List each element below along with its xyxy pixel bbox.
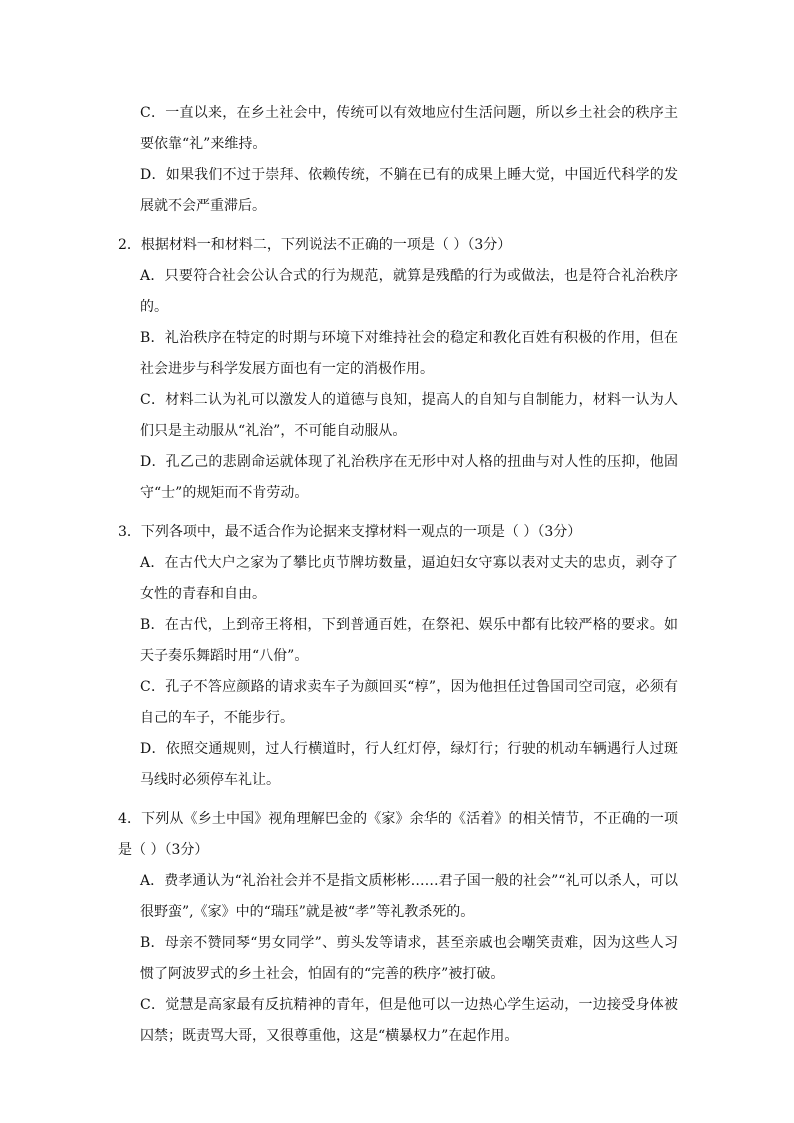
option-text: 礼治秩序在特定的时期与环境下对维持社会的稳定和教化百姓有积极的作用，但在社会进步与科学发展方面也有一定的消极作用。 [140, 330, 678, 377]
option-label: A． [140, 555, 165, 571]
question-3 [118, 517, 678, 796]
option-label: D． [140, 741, 166, 757]
question-4-stem: 4．下列从《乡土中国》视角理解巴金的《家》余华的《活着》的相关情节，不正确的一项是（ ）（3分） [118, 811, 678, 858]
option-text: 母亲不赞同琴“男女同学”、剪头发等请求，甚至亲戚也会嘲笑责难，因为这些人习惯了阿波罗式的乡土社会，怕固有的“完善的秩序”被打破。 [140, 935, 679, 982]
q4-option-c [118, 990, 678, 1052]
question-1-continued [118, 98, 678, 222]
option-text: 孔子不答应颜路的请求卖车子为颜回买“椁”，因为他担任过鲁国司空司寇，必须有自己的车子，不能步行。 [140, 679, 678, 726]
option-text: 只要符合社会公认合式的行为规范，就算是残酷的行为或做法，也是符合礼治秩序的。 [140, 268, 678, 315]
option-text: 费孝通认为“礼治社会并不是指文质彬彬……君子国一般的社会”“礼可以杀人，可以很野蛮”,《家》中的“瑞珏”就是被“孝”等礼教杀死的。 [140, 873, 678, 920]
q3-option-a [118, 548, 678, 610]
option-text: 依照交通规则，过人行横道时，行人红灯停，绿灯行；行驶的机动车辆遇行人过斑马线时必须停车礼让。 [140, 741, 678, 788]
page-content [118, 98, 678, 1060]
q3-option-d [118, 734, 678, 796]
option-text: 如果我们不过于崇拜、依赖传统，不躺在已有的成果上睡大觉，中国近代科学的发展就不会严重滞后。 [140, 167, 678, 214]
question-3-stem: 3．下列各项中，最不适合作为论据来支撑材料一观点的一项是（ ）（3分） [118, 524, 582, 540]
option-label: B． [140, 617, 165, 633]
q4-option-b [118, 928, 678, 990]
q3-option-c [118, 672, 678, 734]
option-label: C． [140, 105, 166, 121]
question-2-stem: 2．根据材料一和材料二，下列说法不正确的一项是（ ）（3分） [118, 237, 512, 253]
option-label: C． [140, 392, 166, 408]
option-label: A． [140, 873, 165, 889]
question-2 [118, 230, 678, 509]
option-label: D． [140, 454, 166, 470]
option-label: B． [140, 330, 165, 346]
q1-option-c [118, 98, 678, 160]
option-label: D． [140, 167, 166, 183]
option-text: 孔乙己的悲剧命运就体现了礼治秩序在无形中对人格的扭曲与对人性的压抑，他固守“士”的规矩而不肯劳动。 [140, 454, 678, 501]
q4-option-a [118, 866, 678, 928]
option-text: 在古代大户之家为了攀比贞节牌坊数量，逼迫妇女守寡以表对丈夫的忠贞，剥夺了女性的青春和自由。 [140, 555, 678, 602]
q2-option-d [118, 447, 678, 509]
option-text: 觉慧是高家最有反抗精神的青年，但是他可以一边热心学生运动，一边接受身体被囚禁；既责骂大哥，又很尊重他，这是“横暴权力”在起作用。 [140, 997, 678, 1044]
q2-option-a [118, 261, 678, 323]
q3-option-b [118, 610, 678, 672]
option-label: A． [140, 268, 165, 284]
option-label: B． [140, 935, 165, 951]
q2-option-c [118, 385, 678, 447]
option-text: 一直以来，在乡土社会中，传统可以有效地应付生活问题，所以乡土社会的秩序主要依靠“礼”来维持。 [140, 105, 678, 152]
question-4 [118, 804, 678, 1052]
q1-option-d [118, 160, 678, 222]
option-text: 在古代，上到帝王将相，下到普通百姓，在祭祀、娱乐中都有比较严格的要求。如天子奏乐舞蹈时用“八佾”。 [140, 617, 678, 664]
option-label: C． [140, 679, 166, 695]
option-text: 材料二认为礼可以激发人的道德与良知，提高人的自知与自制能力，材料一认为人们只是主动服从“礼治”，不可能自动服从。 [140, 392, 678, 439]
option-label: C． [140, 997, 166, 1013]
q2-option-b [118, 323, 678, 385]
